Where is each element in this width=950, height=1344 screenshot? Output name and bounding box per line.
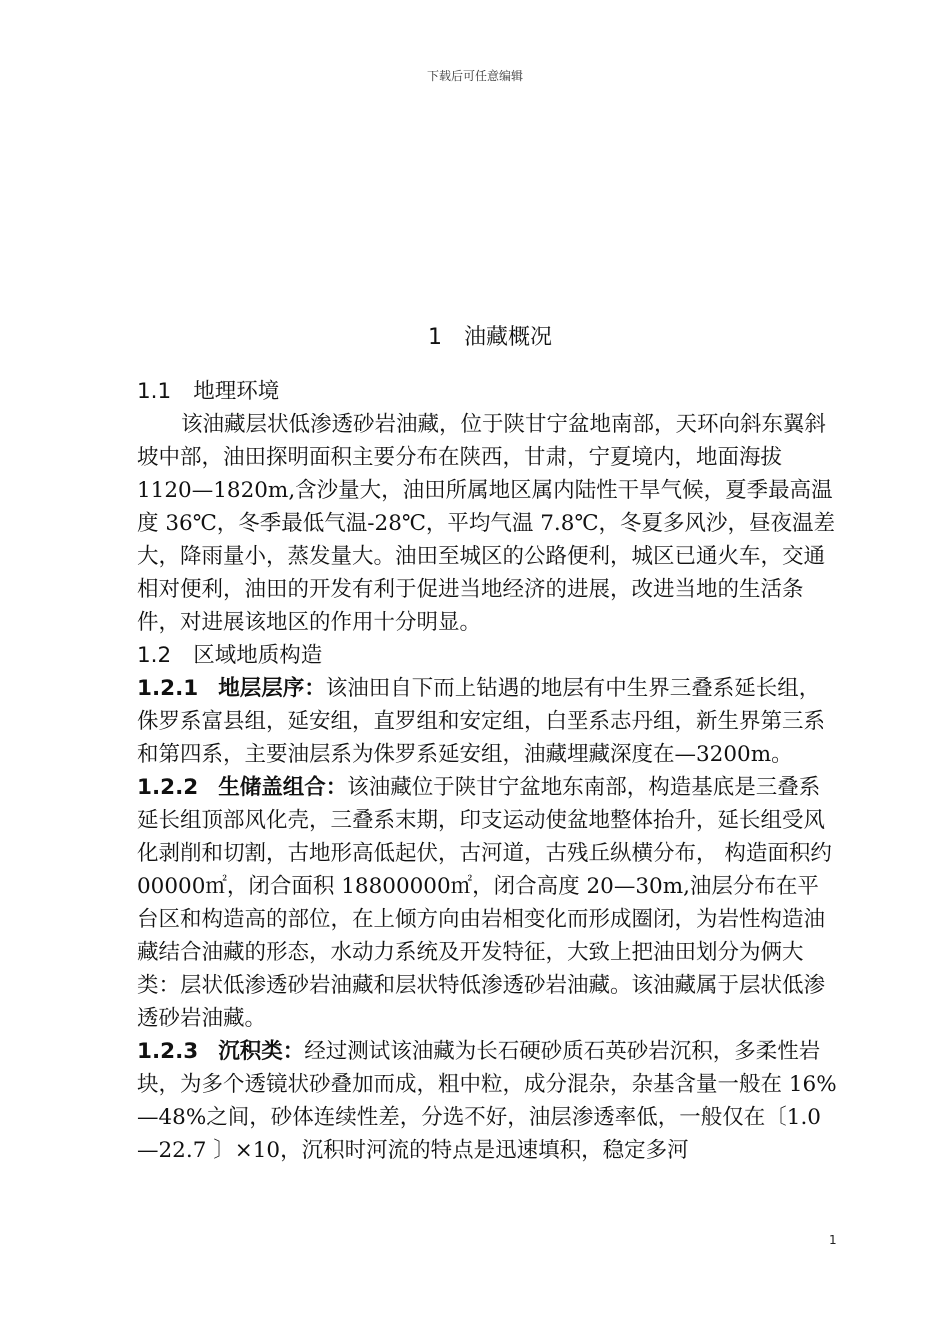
section-title: 地理环境 bbox=[193, 379, 280, 404]
section-heading-1-1 bbox=[137, 375, 837, 408]
page-number: 1 bbox=[829, 1233, 837, 1247]
section-heading-1-2 bbox=[137, 639, 837, 672]
paragraph-stratigraphy bbox=[137, 672, 837, 771]
chapter-title bbox=[0, 320, 950, 351]
header-note: 下载后可任意编辑 bbox=[426, 69, 523, 83]
document-body bbox=[137, 375, 837, 1167]
paragraph-sedimentation bbox=[137, 1035, 837, 1167]
subsection-label bbox=[137, 676, 326, 701]
chapter-number: 1 bbox=[427, 325, 442, 350]
section-title: 区域地质构造 bbox=[193, 643, 323, 668]
subsection-label bbox=[137, 1039, 304, 1064]
chapter-title-text: 油藏概况 bbox=[463, 325, 552, 350]
subsection-number: 1.2.1 bbox=[137, 676, 199, 701]
subsection-number: 1.2.3 bbox=[137, 1039, 199, 1064]
subsection-number: 1.2.2 bbox=[137, 775, 199, 800]
section-number: 1.2 bbox=[137, 643, 172, 668]
subsection-label bbox=[137, 775, 347, 800]
subsection-text: 该油田自下而上钻遇的地层有中生界三叠系延长组，侏罗系富县组，延安组，直罗组和安定组，白垩系志丹组，新生界第三系和第四系，主要油层系为侏罗系延安组，油藏埋藏深度在—3200m。 bbox=[137, 676, 826, 767]
subsection-title: 沉积类： bbox=[218, 1039, 305, 1064]
subsection-title: 地层层序： bbox=[218, 676, 326, 701]
paragraph-geography: 该油藏层状低渗透砂岩油藏，位于陕甘宁盆地南部，天环向斜东翼斜坡中部，油田探明面积主要分布在陕西，甘肃，宁夏境内，地面海拔 1120—1820m,含沙量大，油田所属地区属内陆性干旱气候，夏季最高温度 36℃，冬季最低气温-28℃，平均气温 7.8℃，冬夏多风沙，昼夜温差大，降雨量小，蒸发量大。油田至城区的公路便利，城区已通火车，交通相对便利，油田的开发有利于促进当地经济的进展，改进当地的生活条件，对进展该地区的作用十分明显。 bbox=[137, 412, 835, 635]
subsection-title: 生储盖组合： bbox=[218, 775, 348, 800]
subsection-text: 经过测试该油藏为长石硬砂质石英砂岩沉积，多柔性岩块，为多个透镜状砂叠加而成，粗中粒，成分混杂，杂基含量一般在 16%—48%之间，砂体连续性差，分选不好，油层渗透率低，一般仅在〔1.0—22.7 〕×10，沉积时河流的特点是迅速填积，稳定多河 bbox=[137, 1039, 837, 1163]
paragraph-source-reservoir bbox=[137, 771, 837, 1035]
subsection-text: 该油藏位于陕甘宁盆地东南部，构造基底是三叠系延长组顶部风化壳，三叠系末期，印支运动使盆地整体抬升，延长组受风化剥削和切割，古地形高低起伏，古河道，古残丘纵横分布， 构造面积约 00000㎡，闭合面积 18800000㎡，闭合高度 20—30m,油层分布在平台区和构造高的部位，在上倾方向由岩相变化而形成圈闭，为岩性构造油藏结合油藏的形态，水动力系统及开发特征，大致上把油田划分为俩大类：层状低渗透砂岩油藏和层状特低渗透砂岩油藏。该油藏属于层状低渗透砂岩油藏。 bbox=[137, 775, 832, 1031]
section-number: 1.1 bbox=[137, 379, 172, 404]
